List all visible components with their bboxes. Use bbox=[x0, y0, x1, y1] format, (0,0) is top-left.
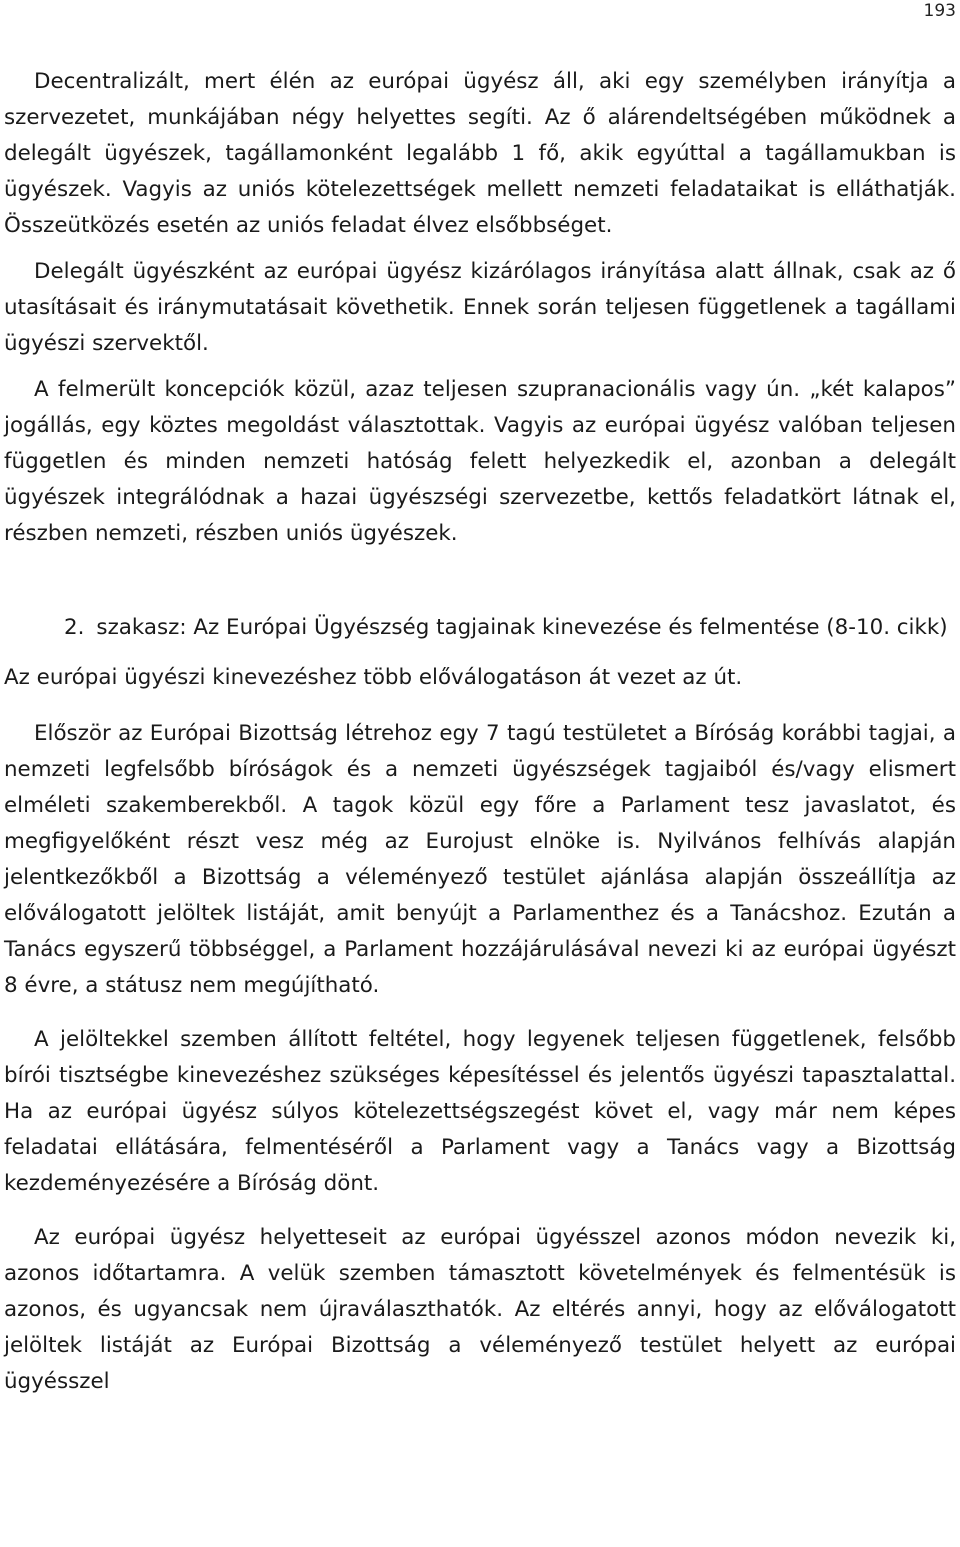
paragraph: Először az Európai Bizottság létrehoz egy 7 tagú testületet a Bíróság korábbi tagjai, a nemzeti legfelsőbb bíróságok és a nemzeti ügyészségek tagjaiból és/vagy elismert elméleti szakemberekből. A tagok közül egy főre a Parlament tesz javaslatot, és megfigyelőként részt vesz még az Eurojust elnöke is. Nyilvános felhívás alapján jelentkezőkből a Bizottság a véleményező testület ajánlása alapján összeállítja az előválogatott jelöltek listáját, amit benyújt a Parlamenthez és a Tanácshoz. Ezután a Tanács egyszerű többséggel, a Parlament hozzájárulásával nevezi ki az európai ügyészt 8 évre, a státusz nem megújítható. bbox=[4, 721, 956, 998]
intro-line: Az európai ügyészi kinevezéshez több előválogatáson át vezet az út. bbox=[4, 665, 743, 690]
page-number: 193 bbox=[923, 1, 956, 21]
paragraph: Decentralizált, mert élén az európai ügyész áll, aki egy személyben irányítja a szervezetet, munkájában négy helyettes segíti. Az ő alárendeltségében működnek a delegált ügyészek, tagállamonként legalább 1 fő, akik egyúttal a tagállamukban is ügyészek. Vagyis az uniós kötelezettségek mellett nemzeti feladataikat is elláthatják. Összeütközés esetén az uniós feladat élvez elsőbbséget. bbox=[4, 69, 956, 238]
section-title: szakasz: Az Európai Ügyészség tagjainak kinevezése és felmentése (8-10. cikk) bbox=[96, 615, 948, 640]
section-number: 2. bbox=[64, 615, 85, 640]
paragraph: A jelöltekkel szemben állított feltétel, hogy legyenek teljesen függetlenek, felsőbb bírói tisztségbe kinevezéshez szükséges képesítéssel és jelentős ügyészi tapasztalattal. Ha az európai ügyész súlyos kötelezettségszegést követ el, vagy már nem képes feladatai ellátására, felmentéséről a Parlament vagy a Tanács vagy a Bizottság kezdeményezésére a Bíróság dönt. bbox=[4, 1027, 956, 1196]
paragraph: Delegált ügyészként az európai ügyész kizárólagos irányítása alatt állnak, csak az ő utasításait és iránymutatásait követhetik. Ennek során teljesen függetlenek a tagállami ügyészi szervektől. bbox=[4, 259, 956, 356]
paragraph: Az európai ügyész helyetteseit az európai ügyésszel azonos módon nevezik ki, azonos időtartamra. A velük szemben támasztott követelmények és felmentésük is azonos, és ugyancsak nem újraválaszthatók. Az eltérés annyi, hogy az előválogatott jelöltek listáját az Európai Bizottság a véleményező testület helyett az európai ügyésszel bbox=[4, 1225, 956, 1394]
paragraph: A felmerült koncepciók közül, azaz teljesen szupranacionális vagy ún. „két kalapos” jogállás, egy köztes megoldást választottak. Vagyis az európai ügyész valóban teljesen független és minden nemzeti hatóság felett helyezkedik el, azonban a delegált ügyészek integrálódnak a hazai ügyészségi szervezetbe, kettős feladatkört látnak el, részben nemzeti, részben uniós ügyészek. bbox=[4, 377, 956, 546]
document-body bbox=[4, 64, 956, 1400]
section-heading bbox=[64, 610, 956, 646]
